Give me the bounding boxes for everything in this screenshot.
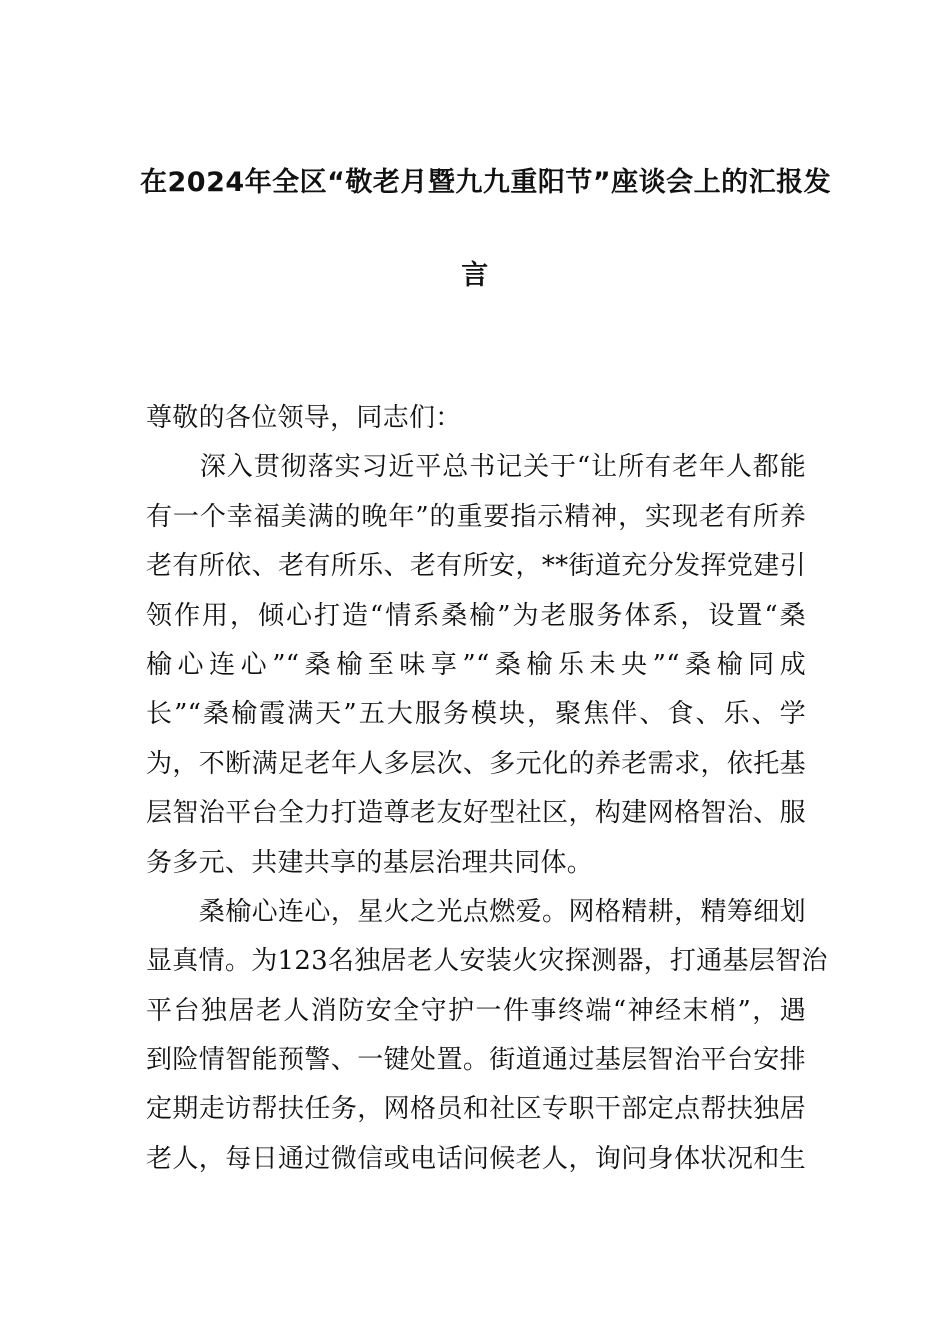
body-text-line: 榆心连心”“桑榆至味享”“桑榆乐未央”“桑榆同成 bbox=[146, 649, 806, 680]
body-text-line: 深入贯彻落实习近平总书记关于“让所有老年人都能 bbox=[146, 452, 806, 483]
body-text-line: 到险情智能预警、一键处置。街道通过基层智治平台安排 bbox=[146, 1045, 806, 1076]
document-title-line-1: 在2024年全区“敬老月暨九九重阳节”座谈会上的汇报发 bbox=[140, 167, 832, 198]
body-text-line: 为，不断满足老年人多层次、多元化的养老需求，依托基 bbox=[146, 748, 806, 779]
body-text-line: 定期走访帮扶任务，网格员和社区专职干部定点帮扶独居 bbox=[146, 1094, 806, 1125]
body-text-line: 显真情。为123名独居老人安装火灾探测器，打通基层智治 bbox=[146, 946, 828, 977]
body-text-line: 尊敬的各位领导，同志们： bbox=[146, 403, 462, 433]
body-text-line: 有一个幸福美满的晚年”的重要指示精神，实现老有所养 bbox=[146, 501, 806, 532]
body-text-line: 层智治平台全力打造尊老友好型社区，构建网格智治、服 bbox=[146, 798, 806, 829]
body-text-line: 桑榆心连心，星火之光点燃爱。网格精耕，精筹细划 bbox=[146, 896, 806, 927]
body-text-line: 务多元、共建共享的基层治理共同体。 bbox=[146, 847, 594, 878]
body-text-line: 平台独居老人消防安全守护一件事终端“神经末梢”，遇 bbox=[146, 995, 806, 1026]
document-title-line-2: 言 bbox=[461, 260, 489, 291]
body-text-line: 老有所依、老有所乐、老有所安，**街道充分发挥党建引 bbox=[146, 551, 806, 582]
document-body bbox=[146, 394, 828, 1184]
body-text-line: 老人，每日通过微信或电话问候老人，询问身体状况和生 bbox=[146, 1143, 806, 1174]
body-text-line: 长”“桑榆霞满天”五大服务模块，聚焦伴、食、乐、学 bbox=[146, 699, 806, 730]
body-text-line: 领作用，倾心打造“情系桑榆”为老服务体系，设置“桑 bbox=[146, 600, 806, 631]
